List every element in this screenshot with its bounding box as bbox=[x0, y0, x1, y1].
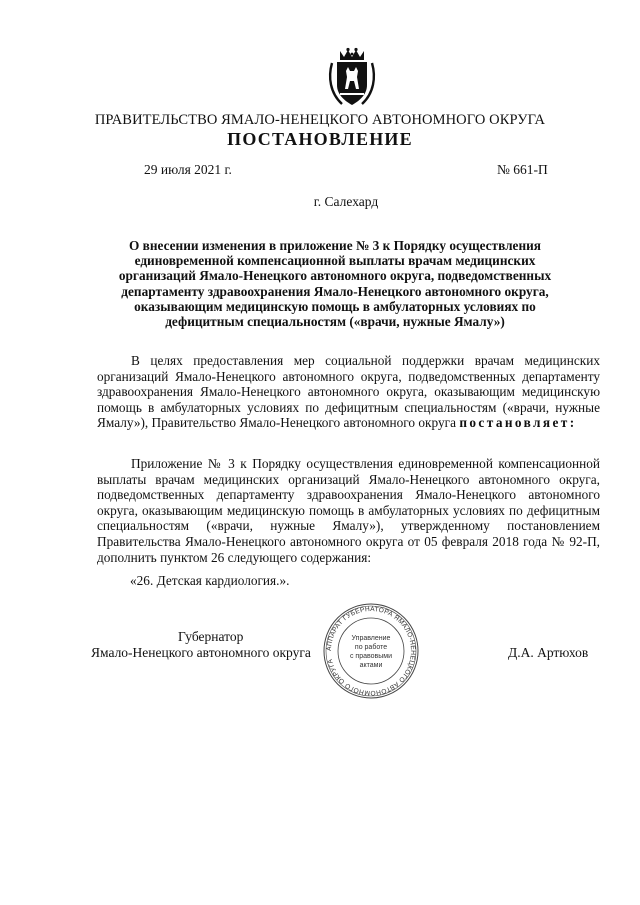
stamp-line-2: по работе bbox=[354, 644, 388, 651]
svg-text:АППАРАТ ГУБЕРНАТОРА ЯМАЛО-НЕНЕ bbox=[326, 606, 416, 696]
signatory-organization: Ямало-Ненецкого автономного округа bbox=[91, 645, 311, 660]
document-heading: О внесении изменения в приложение № 3 к Порядку осуществления единовременной компенсационной выплаты врачам медицинских организаций Ямало-Ненецкого автономного округа, подведомственных департаменту здравоохранения Ямало-Ненецкого автономного округа, оказывающим медицинскую помощь в амбулаторных условиях по дефицитным специальностям («врачи, нужные Ямалу») bbox=[118, 238, 552, 330]
paragraph-amendment: Приложение № 3 к Порядку осуществления единовременной компенсационной выплаты врачам медицинских организаций Ямало-Ненецкого автономного округа, подведомственных департаменту здравоохранения Ямало-Ненецкого автономного округа, оказывающим медицинскую помощь в амбулаторных условиях по дефицитным специальностям («врачи, нужные Ямалу»), утвержденному постановлением Правительства Ямало-Ненецкого автономного округа от 05 февраля 2018 года № 92-П, дополнить пунктом 26 следующего содержания: bbox=[97, 456, 600, 565]
signatory-title: Губернатор bbox=[178, 629, 244, 644]
official-stamp bbox=[318, 602, 424, 700]
paragraph-preamble-text: В целях предоставления мер социальной поддержки врачам медицинских организаций Ямало-Ненецкого автономного округа, подведомственных департаменту здравоохранения Ямало-Ненецкого автономного округа, оказывающим медицинскую помощь в амбулаторных условиях по дефицитным специальностям («врачи, нужные Ямалу»), Правительство Ямало-Ненецкого автономного округа bbox=[97, 353, 600, 431]
document-city: г. Салехард bbox=[313, 194, 379, 209]
stamp-ring-text: АППАРАТ ГУБЕРНАТОРА ЯМАЛО-НЕНЕЦКОГО АВТОНОМНОГО ОКРУГА bbox=[325, 605, 417, 697]
paragraph-preamble bbox=[97, 353, 600, 431]
yamal-coat-of-arms-icon bbox=[326, 47, 378, 109]
document-number: № 661-П bbox=[497, 162, 548, 177]
paragraph-new-item: «26. Детская кардиология.». bbox=[130, 573, 290, 588]
document-date: 29 июля 2021 г. bbox=[144, 162, 232, 177]
signatory-name: Д.А. Артюхов bbox=[508, 645, 589, 660]
document-type-title: ПОСТАНОВЛЕНИЕ bbox=[227, 129, 413, 149]
stamp-line-1: Управление bbox=[351, 635, 391, 642]
government-name: ПРАВИТЕЛЬСТВО ЯМАЛО-НЕНЕЦКОГО АВТОНОМНОГО ОКРУГА bbox=[94, 112, 546, 128]
stamp-line-3: с правовыми bbox=[349, 653, 393, 660]
decree-word: постановляет: bbox=[459, 415, 577, 431]
stamp-line-4: актами bbox=[359, 662, 383, 669]
